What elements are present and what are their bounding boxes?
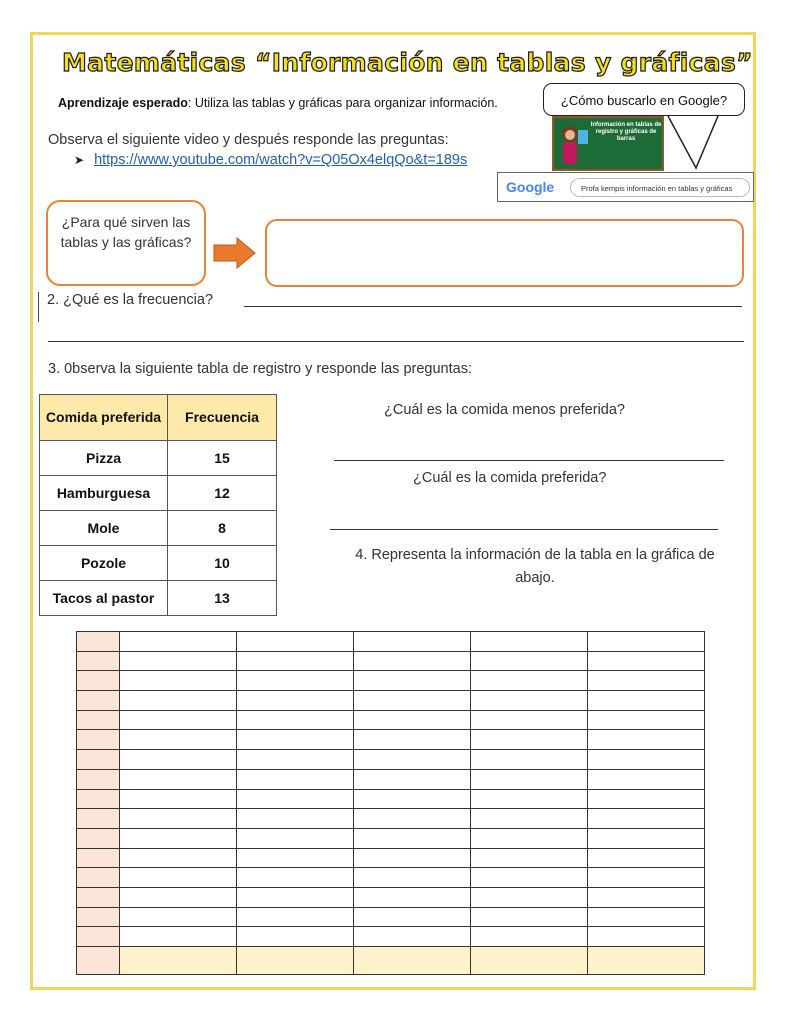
video-thumbnail-text: Información en tablas de registro y gráficas de barras	[590, 122, 662, 142]
grid-cell[interactable]	[120, 809, 237, 829]
answer-1-box[interactable]	[265, 219, 744, 287]
grid-cell[interactable]	[471, 848, 588, 868]
grid-row	[77, 809, 705, 829]
grid-cell[interactable]	[354, 769, 471, 789]
grid-cell[interactable]	[120, 651, 237, 671]
google-logo-text: Google	[506, 179, 555, 195]
grid-cell[interactable]	[471, 632, 588, 652]
grid-cell[interactable]	[237, 750, 354, 770]
grid-cell[interactable]	[588, 651, 705, 671]
grid-cell[interactable]	[471, 828, 588, 848]
grid-cell[interactable]	[120, 828, 237, 848]
arrow-bullet-icon: ➤	[74, 153, 85, 167]
graph-grid-table[interactable]	[76, 631, 705, 975]
grid-axis-cell[interactable]	[77, 947, 120, 975]
grid-cell[interactable]	[237, 927, 354, 947]
grid-row	[77, 651, 705, 671]
grid-cell[interactable]	[237, 848, 354, 868]
grid-cell[interactable]	[120, 868, 237, 888]
question-most-preferred: ¿Cuál es la comida preferida?	[413, 470, 607, 486]
grid-cell[interactable]	[471, 868, 588, 888]
grid-cell[interactable]	[120, 769, 237, 789]
grid-cell[interactable]	[588, 848, 705, 868]
video-thumbnail[interactable]	[552, 116, 664, 171]
grid-row	[77, 671, 705, 691]
grid-cell[interactable]	[237, 828, 354, 848]
table-header-row	[40, 395, 277, 441]
food-cell: Mole	[40, 511, 168, 546]
grid-cell[interactable]	[237, 691, 354, 711]
grid-cell[interactable]	[471, 947, 588, 975]
grid-cell[interactable]	[471, 789, 588, 809]
grid-axis-cell[interactable]	[77, 750, 120, 770]
grid-axis-cell[interactable]	[77, 887, 120, 907]
right-arrow-icon	[213, 237, 257, 269]
grid-cell[interactable]	[588, 750, 705, 770]
grid-row	[77, 887, 705, 907]
answer-most-line[interactable]	[330, 529, 718, 530]
question-4: 4. Representa la información de la tabla en la gráfica de abajo.	[355, 547, 715, 586]
grid-cell[interactable]	[471, 809, 588, 829]
grid-cell[interactable]	[471, 691, 588, 711]
grid-cell[interactable]	[471, 927, 588, 947]
grid-axis-cell[interactable]	[77, 848, 120, 868]
food-cell: Pozole	[40, 546, 168, 581]
grid-cell[interactable]	[354, 671, 471, 691]
grid-axis-cell[interactable]	[77, 730, 120, 750]
header-food: Comida preferida	[40, 395, 168, 441]
grid-axis-cell[interactable]	[77, 769, 120, 789]
grid-cell[interactable]	[354, 730, 471, 750]
grid-axis-cell[interactable]	[77, 907, 120, 927]
grid-axis-cell[interactable]	[77, 710, 120, 730]
food-cell: Hamburguesa	[40, 476, 168, 511]
grid-cell[interactable]	[354, 927, 471, 947]
grid-cell[interactable]	[471, 750, 588, 770]
grid-cell[interactable]	[237, 632, 354, 652]
grid-axis-cell[interactable]	[77, 828, 120, 848]
grid-cell[interactable]	[588, 887, 705, 907]
frequency-table	[39, 394, 277, 616]
learning-objective-text: : Utiliza las tablas y gráficas para organizar información.	[187, 96, 498, 110]
grid-cell[interactable]	[354, 947, 471, 975]
frequency-cell: 8	[168, 511, 277, 546]
bar-graph-grid[interactable]	[76, 631, 705, 975]
grid-row	[77, 710, 705, 730]
grid-cell[interactable]	[120, 789, 237, 809]
question-least-preferred: ¿Cuál es la comida menos preferida?	[384, 402, 625, 418]
grid-cell[interactable]	[588, 691, 705, 711]
grid-row	[77, 789, 705, 809]
frequency-cell: 12	[168, 476, 277, 511]
grid-axis-cell[interactable]	[77, 789, 120, 809]
grid-axis-cell[interactable]	[77, 691, 120, 711]
grid-cell[interactable]	[354, 868, 471, 888]
grid-row	[77, 927, 705, 947]
grid-cell[interactable]	[237, 730, 354, 750]
grid-cell[interactable]	[588, 907, 705, 927]
food-cell: Pizza	[40, 441, 168, 476]
grid-cell[interactable]	[237, 769, 354, 789]
grid-cell[interactable]	[588, 710, 705, 730]
grid-cell[interactable]	[120, 730, 237, 750]
grid-cell[interactable]	[588, 868, 705, 888]
grid-row	[77, 848, 705, 868]
grid-axis-cell[interactable]	[77, 868, 120, 888]
grid-cell[interactable]	[354, 632, 471, 652]
grid-cell[interactable]	[237, 671, 354, 691]
grid-cell[interactable]	[354, 750, 471, 770]
grid-cell[interactable]	[237, 710, 354, 730]
frequency-cell: 10	[168, 546, 277, 581]
grid-cell[interactable]	[354, 828, 471, 848]
google-search-text: Profa kempis información en tablas y gráficas	[570, 178, 750, 197]
grid-cell[interactable]	[588, 828, 705, 848]
grid-cell[interactable]	[471, 907, 588, 927]
frequency-cell: 15	[168, 441, 277, 476]
grid-cell[interactable]	[237, 907, 354, 927]
grid-cell[interactable]	[120, 710, 237, 730]
grid-cell[interactable]	[354, 651, 471, 671]
video-link[interactable]: https://www.youtube.com/watch?v=Q05Ox4elqQo&t=189s	[94, 152, 468, 168]
grid-cell[interactable]	[471, 887, 588, 907]
grid-axis-cell[interactable]	[77, 651, 120, 671]
grid-cell[interactable]	[588, 632, 705, 652]
grid-row	[77, 828, 705, 848]
grid-cell[interactable]	[120, 907, 237, 927]
grid-row	[77, 691, 705, 711]
grid-cell[interactable]	[354, 887, 471, 907]
grid-row	[77, 907, 705, 927]
page-title: Matemáticas “Información en tablas y gráficas”	[62, 48, 753, 77]
google-search-screenshot	[497, 172, 754, 202]
grid-cell[interactable]	[237, 651, 354, 671]
grid-cell[interactable]	[588, 809, 705, 829]
grid-cell[interactable]	[588, 671, 705, 691]
grid-axis-cell[interactable]	[77, 927, 120, 947]
grid-cell[interactable]	[354, 691, 471, 711]
grid-cell[interactable]	[354, 710, 471, 730]
answer-2-line[interactable]	[244, 306, 742, 307]
grid-cell[interactable]	[354, 848, 471, 868]
grid-cell[interactable]	[120, 671, 237, 691]
grid-cell[interactable]	[471, 710, 588, 730]
header-frequency: Frecuencia	[168, 395, 277, 441]
instructions: Observa el siguiente video y después responde las preguntas:	[48, 132, 449, 148]
question-2: 2. ¿Qué es la frecuencia?	[38, 292, 213, 322]
table-row	[40, 546, 277, 581]
grid-row	[77, 868, 705, 888]
grid-axis-cell[interactable]	[77, 671, 120, 691]
grid-cell[interactable]	[588, 947, 705, 975]
grid-cell[interactable]	[237, 947, 354, 975]
frequency-cell: 13	[168, 581, 277, 616]
grid-row	[77, 730, 705, 750]
learning-objective-label: Aprendizaje esperado	[58, 96, 188, 110]
grid-cell[interactable]	[471, 769, 588, 789]
question-1-box: ¿Para qué sirven las tablas y las gráficas?	[46, 200, 206, 286]
video-link-row	[74, 152, 467, 168]
grid-cell[interactable]	[120, 947, 237, 975]
grid-row	[77, 750, 705, 770]
grid-cell[interactable]	[120, 848, 237, 868]
table-row	[40, 581, 277, 616]
question-3: 3. 0bserva la siguiente tabla de registro y responde las preguntas:	[48, 361, 472, 377]
grid-cell[interactable]	[354, 907, 471, 927]
grid-cell[interactable]	[471, 671, 588, 691]
grid-row	[77, 632, 705, 652]
food-cell: Tacos al pastor	[40, 581, 168, 616]
google-logo	[506, 179, 554, 195]
grid-axis-cell[interactable]	[77, 632, 120, 652]
grid-cell[interactable]	[588, 730, 705, 750]
grid-cell[interactable]	[471, 651, 588, 671]
grid-cell[interactable]	[120, 887, 237, 907]
grid-cell[interactable]	[588, 927, 705, 947]
grid-cell[interactable]	[237, 789, 354, 809]
grid-cell[interactable]	[237, 809, 354, 829]
learning-objective	[58, 96, 498, 110]
grid-cell[interactable]	[354, 809, 471, 829]
google-callout: ¿Cómo buscarlo en Google?	[543, 83, 745, 116]
answer-2-line-2[interactable]	[48, 341, 744, 342]
grid-row	[77, 769, 705, 789]
grid-cell[interactable]	[120, 927, 237, 947]
table-row	[40, 476, 277, 511]
answer-least-line[interactable]	[334, 460, 724, 461]
grid-cell[interactable]	[354, 789, 471, 809]
grid-cell[interactable]	[120, 750, 237, 770]
grid-base-row	[77, 947, 705, 975]
grid-cell[interactable]	[120, 691, 237, 711]
grid-axis-cell[interactable]	[77, 809, 120, 829]
grid-cell[interactable]	[237, 868, 354, 888]
grid-cell[interactable]	[120, 632, 237, 652]
table-row	[40, 511, 277, 546]
grid-cell[interactable]	[471, 730, 588, 750]
grid-cell[interactable]	[588, 769, 705, 789]
grid-cell[interactable]	[588, 789, 705, 809]
grid-cell[interactable]	[237, 887, 354, 907]
table-row	[40, 441, 277, 476]
